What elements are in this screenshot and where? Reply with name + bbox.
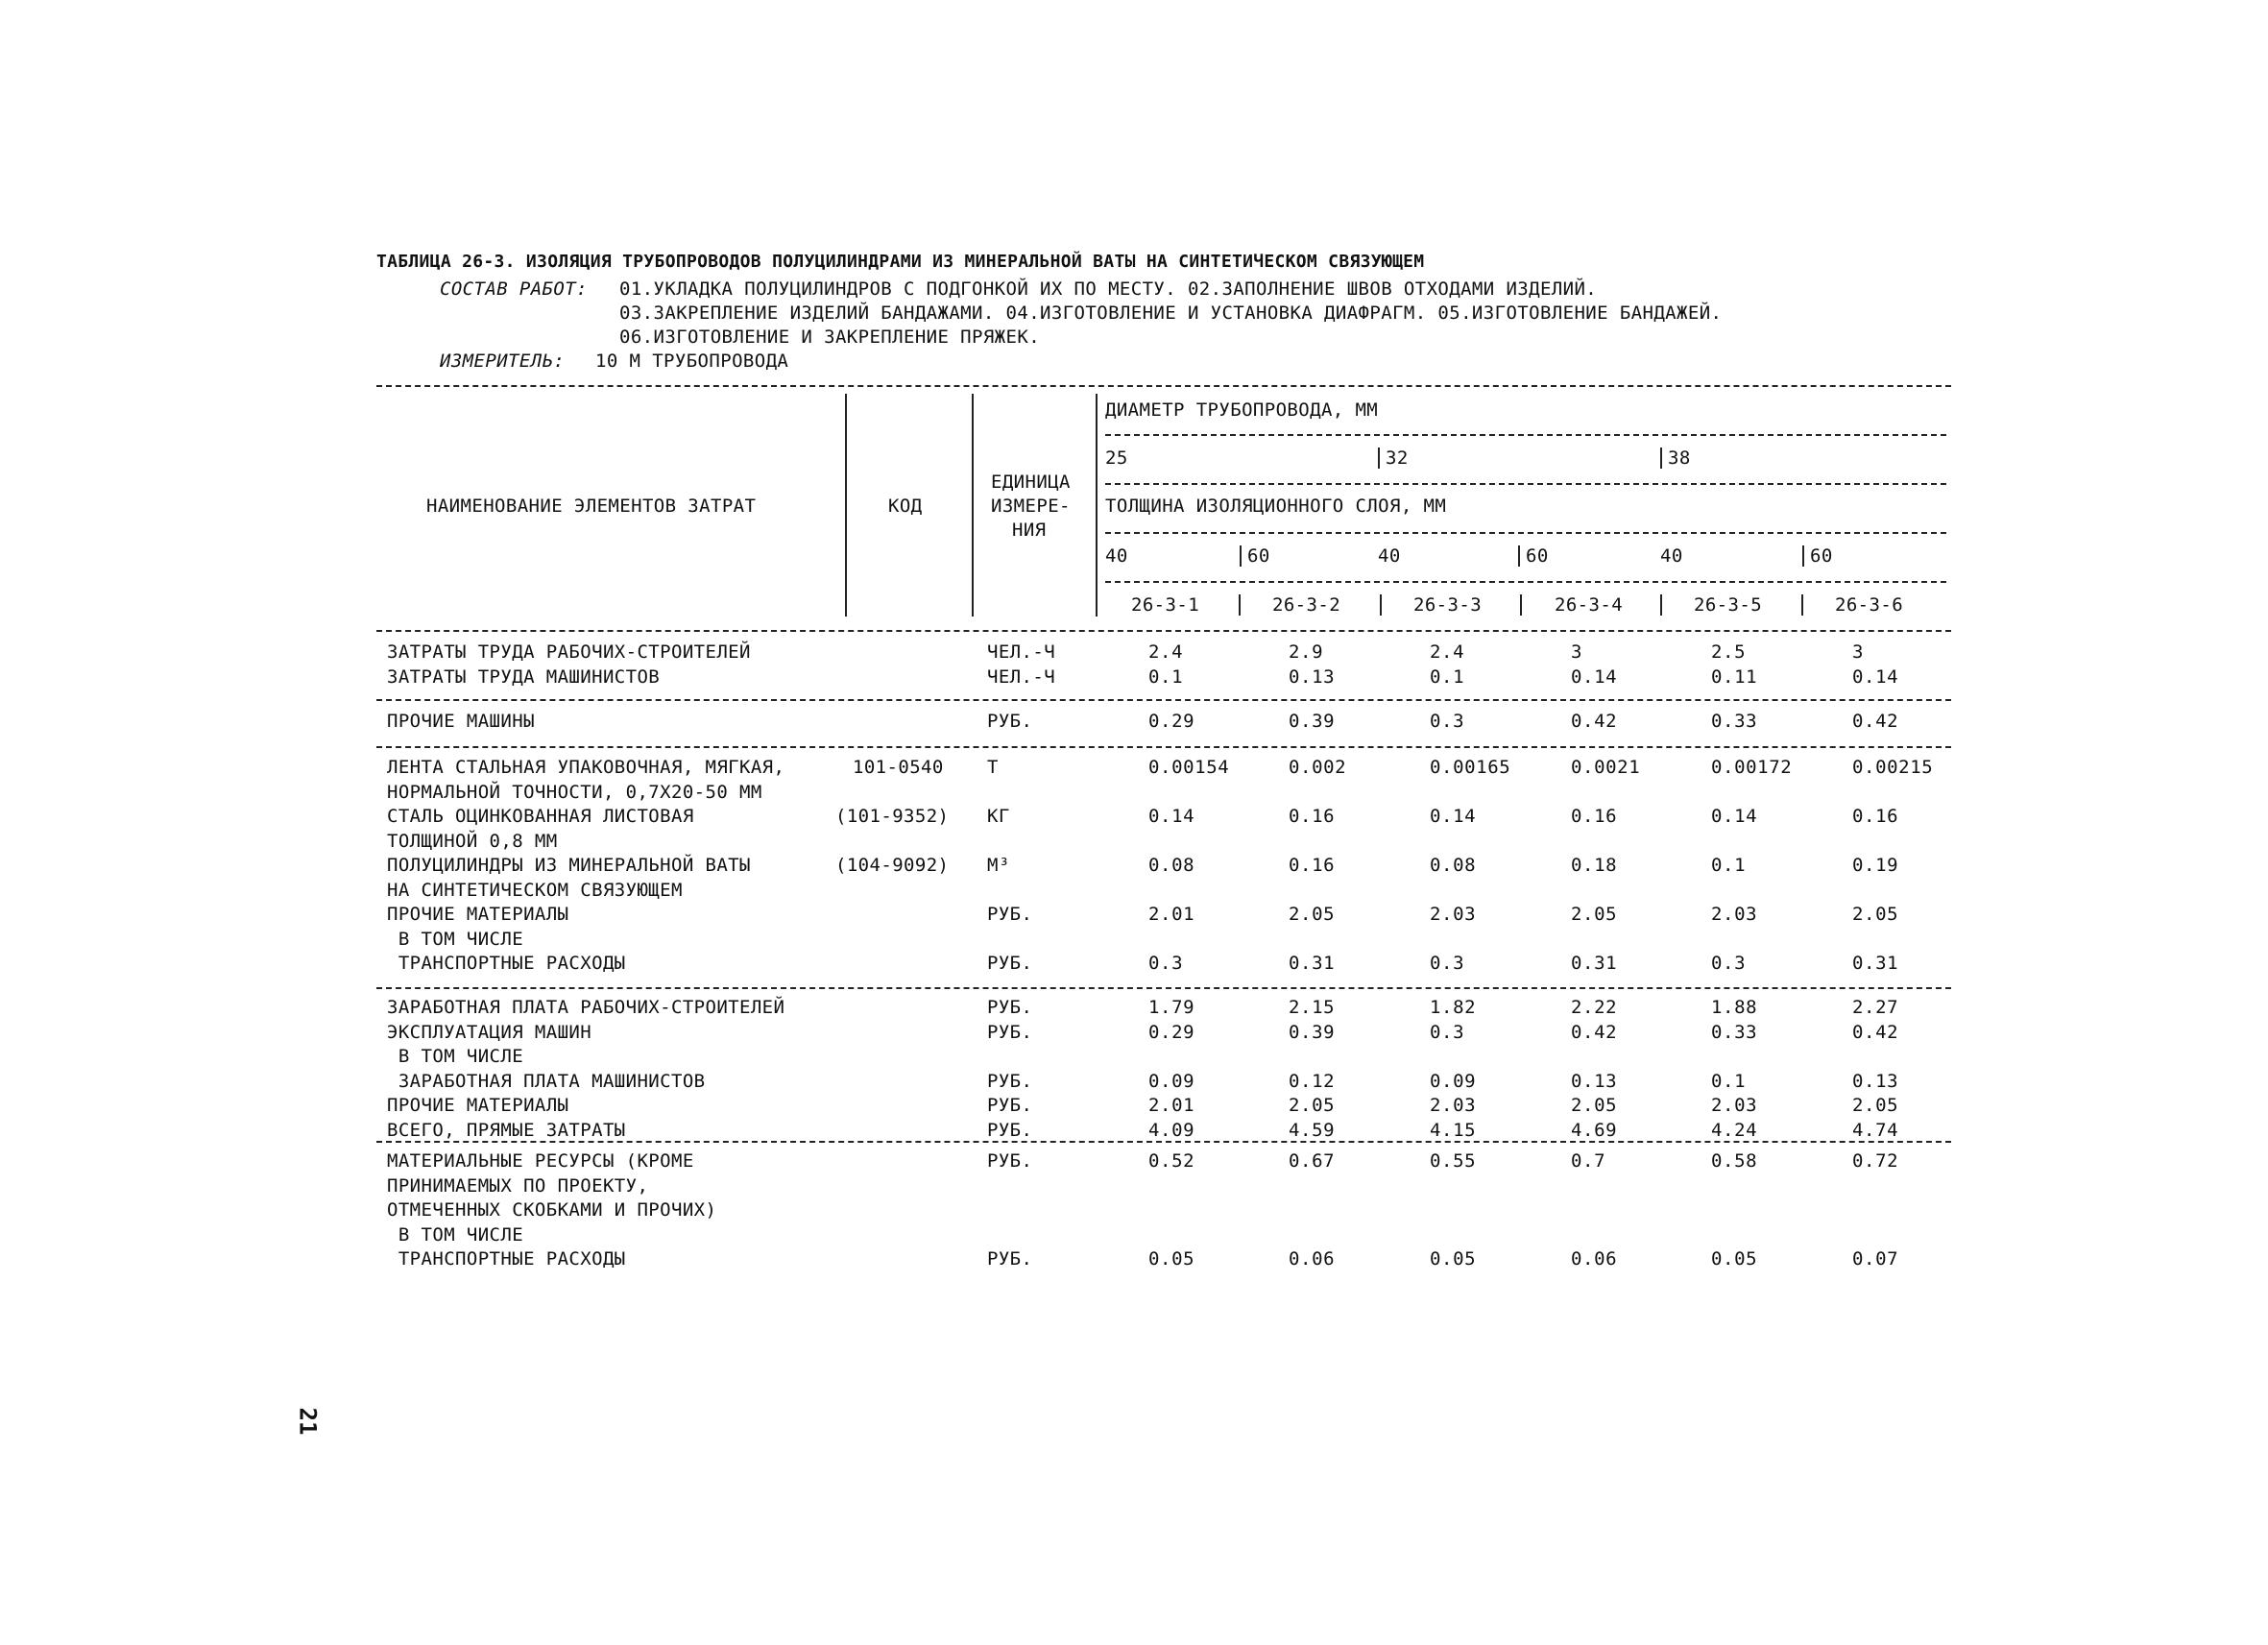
header-unit: ИЗМЕРЕ- — [991, 496, 1071, 517]
header-unit: НИЯ — [1012, 520, 1047, 541]
row-unit: РУБ. — [987, 997, 1033, 1018]
row-value: 0.3 — [1430, 1021, 1465, 1043]
row-code: 101-0540 — [853, 757, 944, 778]
row-value: 0.05 — [1148, 1248, 1195, 1270]
row-value: 0.29 — [1148, 1021, 1195, 1043]
row-value: 0.00215 — [1852, 757, 1934, 778]
header-name: НАИМЕНОВАНИЕ ЭЛЕМЕНТОВ ЗАТРАТ — [426, 496, 757, 517]
row-value: 0.3 — [1148, 953, 1184, 974]
row-value: 0.05 — [1711, 1248, 1758, 1270]
code-value: 26-3-2 — [1272, 594, 1341, 616]
row-value: 2.9 — [1289, 641, 1324, 663]
row-value: 2.03 — [1711, 904, 1758, 925]
row-unit: РУБ. — [987, 1021, 1033, 1043]
row-value: 0.13 — [1289, 665, 1336, 688]
cell-divider — [1660, 448, 1662, 469]
row-unit: М³ — [987, 855, 1010, 876]
row-value: 2.4 — [1430, 641, 1465, 663]
row-value: 0.06 — [1289, 1248, 1336, 1270]
row-value: 0.11 — [1711, 665, 1758, 688]
row-value: 0.31 — [1571, 953, 1618, 974]
composition-line: 01.УКЛАДКА ПОЛУЦИЛИНДРОВ С ПОДГОНКОЙ ИХ ПО МЕСТУ. 02.ЗАПОЛНЕНИЕ ШВОВ ОТХОДАМИ ИЗДЕЛИЙ. — [619, 278, 1598, 300]
row-name: ТРАНСПОРТНЫЕ РАСХОДЫ — [387, 1248, 626, 1270]
row-value: 0.33 — [1711, 1021, 1758, 1043]
row-value: 0.31 — [1289, 953, 1336, 974]
cell-divider — [1240, 545, 1242, 567]
row-code: (101-9352) — [835, 806, 950, 827]
cell-divider — [1380, 594, 1382, 616]
row-value: 1.79 — [1148, 997, 1195, 1018]
thickness-value: 60 — [1810, 545, 1833, 567]
row-value: 0.16 — [1289, 855, 1336, 876]
row-value: 0.002 — [1289, 757, 1347, 778]
code-value: 26-3-1 — [1131, 594, 1200, 616]
row-name: В ТОМ ЧИСЛЕ — [387, 1046, 524, 1067]
row-value: 2.03 — [1711, 1095, 1758, 1116]
row-unit: РУБ. — [987, 1095, 1033, 1116]
code-value: 26-3-6 — [1835, 594, 1904, 616]
row-value: 0.42 — [1571, 1021, 1618, 1043]
row-value: 0.16 — [1571, 806, 1618, 827]
row-name: МАТЕРИАЛЬНЫЕ РЕСУРСЫ (КРОМЕ — [387, 1150, 694, 1172]
row-unit: РУБ. — [987, 1119, 1033, 1141]
row-value: 0.12 — [1289, 1070, 1336, 1092]
cell-divider — [1660, 594, 1662, 616]
thickness-value: 40 — [1378, 545, 1401, 567]
row-value: 0.0021 — [1571, 757, 1641, 778]
row-name: НОРМАЛЬНОЙ ТОЧНОСТИ, 0,7Х20-50 ММ — [387, 781, 762, 803]
diameter-value: 38 — [1668, 448, 1691, 469]
code-value: 26-3-3 — [1413, 594, 1483, 616]
row-unit: РУБ. — [987, 711, 1033, 732]
row-unit: ЧЕЛ.-Ч — [987, 665, 1056, 688]
row-name: ПРОЧИЕ МАШИНЫ — [387, 711, 535, 732]
group-separator — [376, 699, 1951, 701]
row-value: 3 — [1571, 641, 1583, 663]
row-value: 0.06 — [1571, 1248, 1618, 1270]
row-value: 0.09 — [1148, 1070, 1195, 1092]
row-value: 0.1 — [1430, 665, 1465, 688]
row-value: 0.07 — [1852, 1248, 1899, 1270]
row-value: 1.88 — [1711, 997, 1758, 1018]
row-value: 0.42 — [1852, 711, 1899, 732]
row-name: ТРАНСПОРТНЫЕ РАСХОДЫ — [387, 953, 626, 974]
row-name: ПОЛУЦИЛИНДРЫ ИЗ МИНЕРАЛЬНОЙ ВАТЫ — [387, 855, 751, 876]
row-value: 0.29 — [1148, 711, 1195, 732]
row-unit: РУБ. — [987, 904, 1033, 925]
code-value: 26-3-4 — [1555, 594, 1624, 616]
diameter-value: 32 — [1386, 448, 1409, 469]
composition-line: 03.ЗАКРЕПЛЕНИЕ ИЗДЕЛИЙ БАНДАЖАМИ. 04.ИЗГОТОВЛЕНИЕ И УСТАНОВКА ДИАФРАГМ. 05.ИЗГОТОВЛЕНИЕ БАНДАЖЕЙ. — [619, 302, 1723, 324]
row-value: 0.14 — [1852, 665, 1899, 688]
row-value: 2.27 — [1852, 997, 1899, 1018]
row-value: 4.24 — [1711, 1119, 1758, 1141]
row-value: 0.3 — [1430, 711, 1465, 732]
thickness-value: 60 — [1247, 545, 1270, 567]
row-value: 0.33 — [1711, 711, 1758, 732]
row-value: 2.03 — [1430, 1095, 1477, 1116]
row-value: 0.7 — [1571, 1150, 1606, 1172]
row-value: 2.15 — [1289, 997, 1336, 1018]
row-value: 2.01 — [1148, 904, 1195, 925]
row-value: 4.69 — [1571, 1119, 1618, 1141]
row-name: ЗАРАБОТНАЯ ПЛАТА РАБОЧИХ-СТРОИТЕЛЕЙ — [387, 997, 785, 1018]
rule-header — [1105, 532, 1946, 534]
cell-divider — [1518, 545, 1520, 567]
row-unit: ЧЕЛ.-Ч — [987, 641, 1056, 663]
cell-divider — [1378, 448, 1380, 469]
thickness-value: 60 — [1526, 545, 1549, 567]
column-divider — [1096, 394, 1098, 617]
row-value: 2.05 — [1852, 1095, 1899, 1116]
row-unit: Т — [987, 757, 999, 778]
thickness-value: 40 — [1105, 545, 1128, 567]
rule-header — [1105, 581, 1946, 583]
row-code: (104-9092) — [835, 855, 950, 876]
rule-top — [376, 385, 1951, 387]
row-value: 2.05 — [1571, 1095, 1618, 1116]
row-name: ВСЕГО, ПРЯМЫЕ ЗАТРАТЫ — [387, 1119, 626, 1141]
row-name: ЛЕНТА СТАЛЬНАЯ УПАКОВОЧНАЯ, МЯГКАЯ, — [387, 757, 785, 778]
column-divider — [972, 394, 974, 617]
row-name: ПРОЧИЕ МАТЕРИАЛЫ — [387, 1095, 569, 1116]
row-name: ЭКСПЛУАТАЦИЯ МАШИН — [387, 1021, 592, 1043]
row-value: 0.58 — [1711, 1150, 1758, 1172]
cell-divider — [1520, 594, 1522, 616]
group-separator — [376, 987, 1951, 989]
row-value: 0.42 — [1852, 1021, 1899, 1043]
row-value: 0.1 — [1148, 665, 1184, 688]
row-name: ЗАТРАТЫ ТРУДА МАШИНИСТОВ — [387, 665, 661, 688]
row-value: 2.05 — [1289, 904, 1336, 925]
row-value: 0.55 — [1430, 1150, 1477, 1172]
header-unit: ЕДИНИЦА — [991, 472, 1071, 493]
header-diameter: ДИАМЕТР ТРУБОПРОВОДА, ММ — [1105, 399, 1379, 421]
row-value: 2.03 — [1430, 904, 1477, 925]
row-value: 0.08 — [1148, 855, 1195, 876]
row-value: 0.52 — [1148, 1150, 1195, 1172]
row-value: 0.19 — [1852, 855, 1899, 876]
row-value: 0.00165 — [1430, 757, 1511, 778]
row-value: 0.16 — [1289, 806, 1336, 827]
row-name: В ТОМ ЧИСЛЕ — [387, 928, 524, 950]
row-value: 0.14 — [1430, 806, 1477, 827]
row-value: 0.09 — [1430, 1070, 1477, 1092]
row-value: 0.14 — [1711, 806, 1758, 827]
composition-label: СОСТАВ РАБОТ: — [440, 278, 588, 300]
header-code: КОД — [888, 496, 923, 517]
composition-line: 06.ИЗГОТОВЛЕНИЕ И ЗАКРЕПЛЕНИЕ ПРЯЖЕК. — [619, 327, 1041, 348]
row-value: 2.4 — [1148, 641, 1184, 663]
row-value: 0.3 — [1430, 953, 1465, 974]
row-value: 0.1 — [1711, 1070, 1747, 1092]
row-value: 2.5 — [1711, 641, 1747, 663]
cell-divider — [1802, 545, 1804, 567]
cell-divider — [1239, 594, 1241, 616]
row-unit: КГ — [987, 806, 1010, 827]
row-value: 0.14 — [1148, 806, 1195, 827]
row-value: 0.1 — [1711, 855, 1747, 876]
meter-value: 10 М ТРУБОПРОВОДА — [595, 351, 789, 372]
rule-header-bottom — [376, 630, 1951, 632]
row-value: 4.09 — [1148, 1119, 1195, 1141]
row-value: 4.15 — [1430, 1119, 1477, 1141]
row-value: 0.13 — [1571, 1070, 1618, 1092]
row-unit: РУБ. — [987, 953, 1033, 974]
row-value: 0.14 — [1571, 665, 1618, 688]
row-name: ПРИНИМАЕМЫХ ПО ПРОЕКТУ, — [387, 1174, 649, 1197]
row-value: 0.00172 — [1711, 757, 1793, 778]
header-thickness: ТОЛЩИНА ИЗОЛЯЦИОННОГО СЛОЯ, ММ — [1105, 496, 1447, 517]
row-name: В ТОМ ЧИСЛЕ — [387, 1223, 524, 1246]
rule-header — [1105, 483, 1946, 485]
row-value: 0.42 — [1571, 711, 1618, 732]
rule-header — [1105, 434, 1946, 436]
row-value: 0.13 — [1852, 1070, 1899, 1092]
meter-label: ИЗМЕРИТЕЛЬ: — [440, 351, 566, 372]
row-value: 0.16 — [1852, 806, 1899, 827]
code-value: 26-3-5 — [1694, 594, 1763, 616]
diameter-value: 25 — [1105, 448, 1128, 469]
row-value: 2.05 — [1852, 904, 1899, 925]
row-unit: РУБ. — [987, 1070, 1033, 1092]
row-name: ПРОЧИЕ МАТЕРИАЛЫ — [387, 904, 569, 925]
row-name: ТОЛЩИНОЙ 0,8 ММ — [387, 830, 558, 852]
row-value: 0.31 — [1852, 953, 1899, 974]
row-value: 0.39 — [1289, 711, 1336, 732]
row-value: 2.05 — [1571, 904, 1618, 925]
row-value: 2.05 — [1289, 1095, 1336, 1116]
row-name: ОТМЕЧЕННЫХ СКОБКАМИ И ПРОЧИХ) — [387, 1199, 717, 1221]
row-name: ЗАРАБОТНАЯ ПЛАТА МАШИНИСТОВ — [387, 1070, 706, 1092]
row-name: ЗАТРАТЫ ТРУДА РАБОЧИХ-СТРОИТЕЛЕЙ — [387, 641, 751, 663]
row-value: 0.00154 — [1148, 757, 1230, 778]
row-value: 2.01 — [1148, 1095, 1195, 1116]
row-value: 0.05 — [1430, 1248, 1477, 1270]
page-number: 21 — [294, 1407, 322, 1436]
row-value: 0.72 — [1852, 1150, 1899, 1172]
thickness-value: 40 — [1660, 545, 1683, 567]
row-value: 0.39 — [1289, 1021, 1336, 1043]
table-title: ТАБЛИЦА 26-3. ИЗОЛЯЦИЯ ТРУБОПРОВОДОВ ПОЛУЦИЛИНДРАМИ ИЗ МИНЕРАЛЬНОЙ ВАТЫ НА СИНТЕТИЧЕСКОМ СВЯЗУЮЩЕМ — [376, 252, 1425, 272]
row-value: 1.82 — [1430, 997, 1477, 1018]
row-value: 0.3 — [1711, 953, 1747, 974]
group-separator — [376, 746, 1951, 748]
group-separator — [376, 1141, 1951, 1143]
row-value: 2.22 — [1571, 997, 1618, 1018]
row-value: 0.18 — [1571, 855, 1618, 876]
row-unit: РУБ. — [987, 1248, 1033, 1270]
row-unit: РУБ. — [987, 1150, 1033, 1172]
row-value: 0.67 — [1289, 1150, 1336, 1172]
column-divider — [845, 394, 847, 617]
row-value: 4.74 — [1852, 1119, 1899, 1141]
row-value: 3 — [1852, 641, 1865, 663]
cell-divider — [1801, 594, 1803, 616]
row-name: НА СИНТЕТИЧЕСКОМ СВЯЗУЮЩЕМ — [387, 879, 683, 901]
row-value: 4.59 — [1289, 1119, 1336, 1141]
row-name: СТАЛЬ ОЦИНКОВАННАЯ ЛИСТОВАЯ — [387, 806, 694, 827]
row-value: 0.08 — [1430, 855, 1477, 876]
